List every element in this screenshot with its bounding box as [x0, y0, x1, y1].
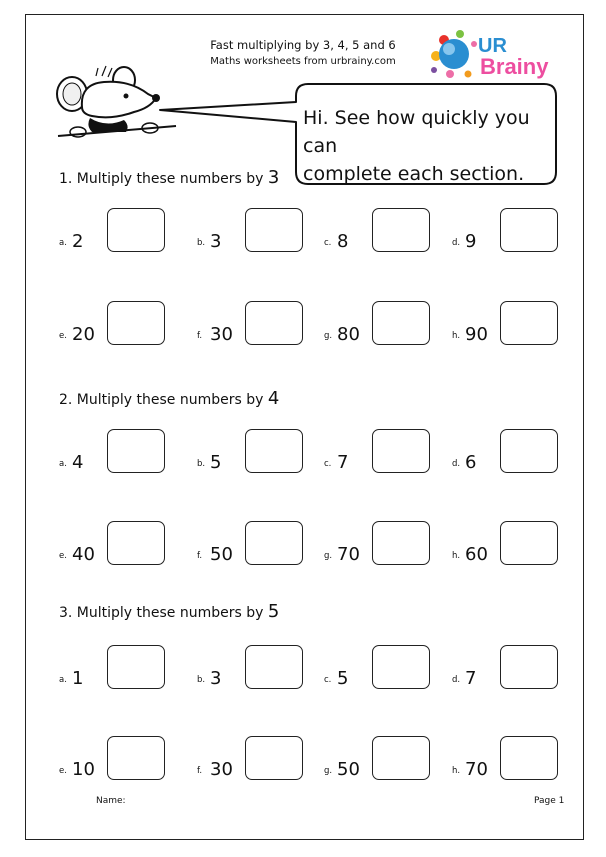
speech-line-2: complete each section.: [303, 163, 525, 185]
question-number: 70: [337, 544, 360, 565]
urbrainy-logo: [430, 28, 550, 84]
question-label: e.: [59, 551, 67, 561]
question-2g: [324, 521, 434, 567]
section-3-title: [59, 601, 279, 622]
question-label: h.: [452, 766, 461, 776]
answer-box[interactable]: [107, 736, 165, 780]
question-2b: [197, 429, 307, 475]
section-2-title: [59, 388, 279, 409]
question-number: 10: [72, 759, 95, 780]
answer-box[interactable]: [245, 521, 303, 565]
answer-box[interactable]: [245, 429, 303, 473]
question-number: 50: [210, 544, 233, 565]
question-3f: [197, 736, 307, 782]
question-3h: [452, 736, 562, 782]
answer-box[interactable]: [372, 301, 430, 345]
answer-box[interactable]: [107, 301, 165, 345]
question-number: 3: [210, 231, 222, 252]
question-number: 1: [72, 668, 84, 689]
question-2f: [197, 521, 307, 567]
question-label: g.: [324, 766, 333, 776]
question-3g: [324, 736, 434, 782]
question-1f: [197, 301, 307, 347]
question-number: 20: [72, 324, 95, 345]
question-2e: [59, 521, 169, 567]
question-3b: [197, 645, 307, 691]
answer-box[interactable]: [500, 301, 558, 345]
question-number: 4: [72, 452, 84, 473]
question-label: f.: [197, 331, 203, 341]
answer-box[interactable]: [500, 429, 558, 473]
speech-line-1: Hi. See how quickly you can: [303, 107, 530, 157]
answer-box[interactable]: [107, 645, 165, 689]
question-number: 2: [72, 231, 84, 252]
section-1-instruction: 1. Multiply these numbers by: [59, 171, 264, 187]
answer-box[interactable]: [500, 736, 558, 780]
question-label: c.: [324, 459, 332, 469]
question-label: e.: [59, 331, 67, 341]
answer-box[interactable]: [245, 301, 303, 345]
worksheet-subtitle: Maths worksheets from urbrainy.com: [210, 56, 396, 67]
section-2-multiplier: 4: [267, 388, 280, 409]
question-1d: [452, 208, 562, 254]
worksheet-title: Fast multiplying by 3, 4, 5 and 6: [210, 38, 396, 52]
section-3-multiplier: 5: [267, 601, 280, 622]
answer-box[interactable]: [372, 208, 430, 252]
question-1h: [452, 301, 562, 347]
answer-box[interactable]: [245, 645, 303, 689]
question-label: d.: [452, 459, 461, 469]
question-label: a.: [59, 459, 67, 469]
question-label: a.: [59, 675, 67, 685]
question-3c: [324, 645, 434, 691]
question-number: 6: [465, 452, 477, 473]
logo-ur-text: UR: [478, 35, 507, 57]
question-number: 7: [337, 452, 349, 473]
question-number: 5: [337, 668, 349, 689]
answer-box[interactable]: [372, 429, 430, 473]
question-1e: [59, 301, 169, 347]
logo-brainy-text: Brainy: [480, 54, 549, 79]
question-1c: [324, 208, 434, 254]
page-number: Page 1: [534, 796, 565, 806]
question-2h: [452, 521, 562, 567]
question-number: 7: [465, 668, 477, 689]
answer-box[interactable]: [372, 645, 430, 689]
question-label: h.: [452, 551, 461, 561]
question-3d: [452, 645, 562, 691]
question-number: 50: [337, 759, 360, 780]
question-label: c.: [324, 675, 332, 685]
question-number: 80: [337, 324, 360, 345]
question-label: d.: [452, 238, 461, 248]
question-label: c.: [324, 238, 332, 248]
section-3-instruction: 3. Multiply these numbers by: [59, 605, 264, 621]
question-number: 30: [210, 324, 233, 345]
section-2-instruction: 2. Multiply these numbers by: [59, 392, 264, 408]
question-2c: [324, 429, 434, 475]
question-number: 70: [465, 759, 488, 780]
speech-bubble-text: [303, 104, 553, 188]
question-label: h.: [452, 331, 461, 341]
section-1-multiplier: 3: [267, 167, 280, 188]
answer-box[interactable]: [245, 208, 303, 252]
answer-box[interactable]: [372, 521, 430, 565]
section-1-title: [59, 167, 279, 188]
answer-box[interactable]: [500, 645, 558, 689]
question-label: f.: [197, 766, 203, 776]
question-label: b.: [197, 675, 206, 685]
question-label: e.: [59, 766, 67, 776]
question-2d: [452, 429, 562, 475]
question-2a: [59, 429, 169, 475]
question-label: g.: [324, 331, 333, 341]
answer-box[interactable]: [107, 429, 165, 473]
name-label: Name:: [96, 796, 126, 806]
answer-box[interactable]: [107, 208, 165, 252]
answer-box[interactable]: [107, 521, 165, 565]
question-number: 9: [465, 231, 477, 252]
question-1a: [59, 208, 169, 254]
question-number: 40: [72, 544, 95, 565]
question-label: b.: [197, 238, 206, 248]
answer-box[interactable]: [500, 208, 558, 252]
question-3e: [59, 736, 169, 782]
question-label: b.: [197, 459, 206, 469]
answer-box[interactable]: [372, 736, 430, 780]
question-1b: [197, 208, 307, 254]
question-1g: [324, 301, 434, 347]
answer-box[interactable]: [500, 521, 558, 565]
question-label: f.: [197, 551, 203, 561]
question-label: g.: [324, 551, 333, 561]
question-number: 5: [210, 452, 222, 473]
question-number: 8: [337, 231, 349, 252]
answer-box[interactable]: [245, 736, 303, 780]
question-3a: [59, 645, 169, 691]
question-number: 60: [465, 544, 488, 565]
question-number: 90: [465, 324, 488, 345]
question-label: d.: [452, 675, 461, 685]
question-number: 30: [210, 759, 233, 780]
question-number: 3: [210, 668, 222, 689]
question-label: a.: [59, 238, 67, 248]
